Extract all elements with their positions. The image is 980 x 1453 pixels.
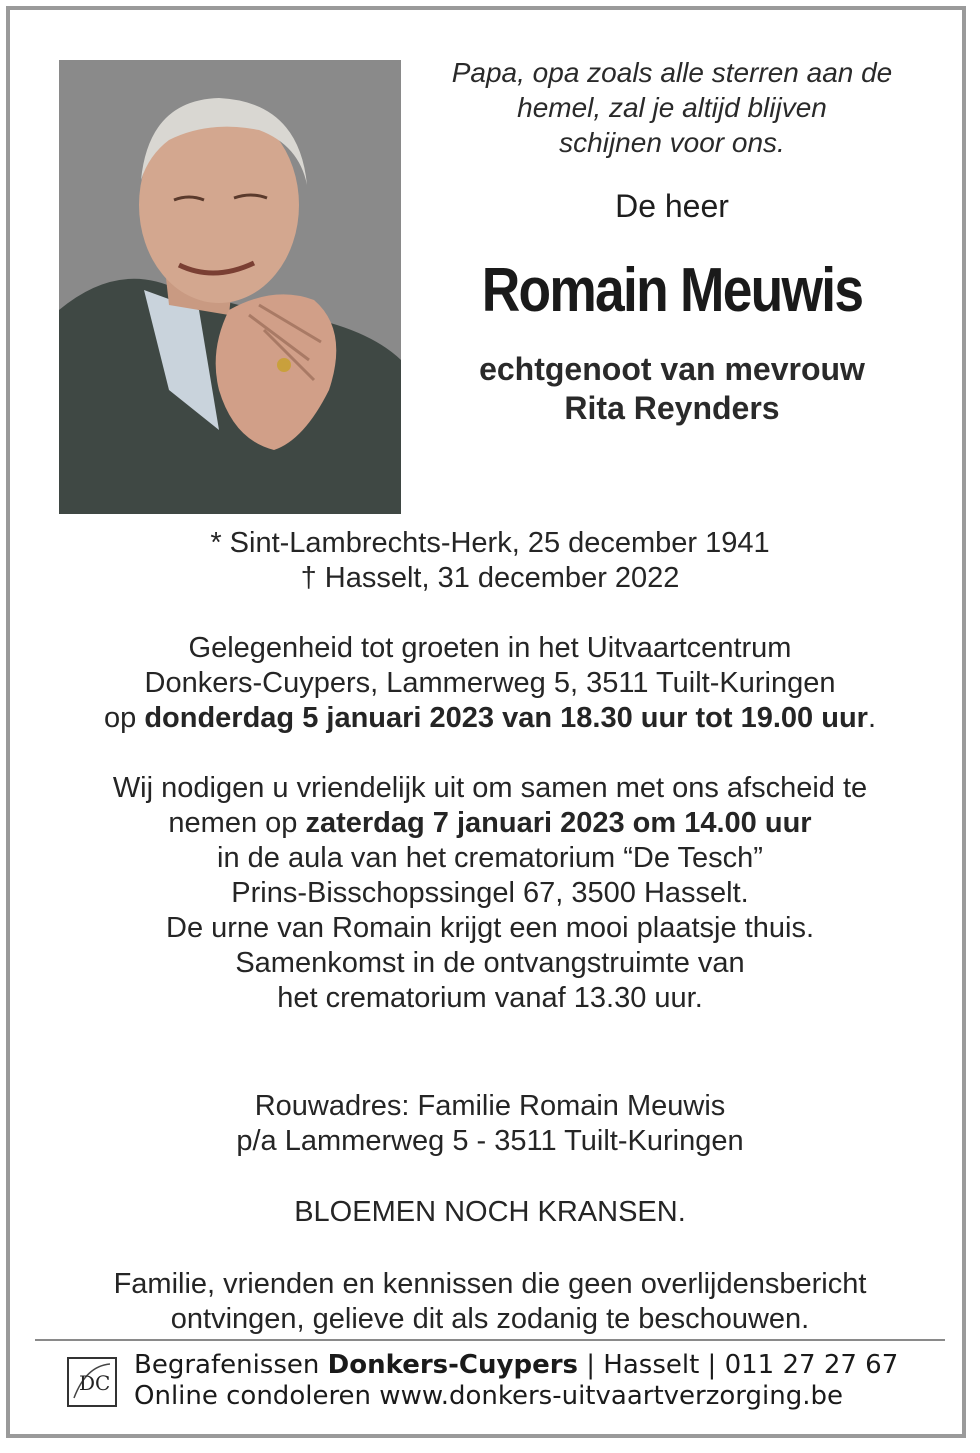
portrait-photo [59,60,401,514]
footer-divider [35,1339,945,1341]
funeral-home-logo [66,1356,118,1408]
visitation-date-line [30,701,950,736]
announcement-body [30,526,950,1337]
text-fragment: . [867,702,877,734]
memorial-quote [412,55,932,160]
visitation-line: Gelegenheid tot groeten in het Uitvaartcentrum [188,632,792,664]
header-block [412,55,932,428]
text-fragment: Begrafenissen [134,1350,328,1380]
quote-line: hemel, zal je altijd blijven [517,92,827,123]
birth-line: * Sint-Lambrechts-Herk, 25 december 1941 [210,527,770,559]
text-fragment: nemen op [168,807,306,839]
spouse-name: Rita Reynders [564,390,780,426]
address-line: Rouwadres: Familie Romain Meuwis [254,1090,726,1122]
flowers-notice: BLOEMEN NOCH KRANSEN. [294,1196,686,1228]
ceremony-line: Samenkomst in de ontvangstruimte van [235,947,745,979]
condolence-link[interactable]: Online condoleren www.donkers-uitvaartverzorging.be [134,1381,843,1411]
quote-line: Papa, opa zoals alle sterren aan de [451,57,893,88]
ceremony-line: in de aula van het crematorium “De Tesch” [217,842,763,874]
company-name: Donkers-Cuypers [327,1350,579,1380]
address-line: p/a Lammerweg 5 - 3511 Tuilt-Kuringen [236,1125,744,1157]
ceremony-line: Prins-Bisschopssingel 67, 3500 Hasselt. [231,877,749,909]
visitation-line: Donkers-Cuypers, Lammerweg 5, 3511 Tuilt-Kuringen [144,667,836,699]
notice-line: Familie, vrienden en kennissen die geen overlijdensbericht [113,1268,867,1300]
spouse-line: echtgenoot van mevrouw [479,351,865,387]
quote-line: schijnen voor ons. [559,127,785,158]
notice-line: ontvingen, gelieve dit als zodanig te beschouwen. [170,1303,810,1335]
spouse-block [412,350,932,428]
ceremony-line: het crematorium vanaf 13.30 uur. [277,982,703,1014]
ceremony-line: Wij nodigen u vriendelijk uit om samen met ons afscheid te [112,772,868,804]
text-fragment: op [103,702,145,734]
death-line: † Hasselt, 31 december 2022 [300,562,680,594]
deceased-name: Romain Meuwis [481,256,863,325]
logo-text: DC [79,1371,111,1395]
company-contact: | Hasselt | 011 27 27 67 [578,1350,899,1380]
ceremony-line: De urne van Romain krijgt een mooi plaatsje thuis. [166,912,814,944]
visitation-date: donderdag 5 januari 2023 van 18.30 uur tot 19.00 uur [144,702,868,734]
footer [134,1350,934,1412]
honorific: De heer [615,188,729,224]
footer-company-line [134,1350,934,1381]
ceremony-date: zaterdag 7 januari 2023 om 14.00 uur [305,807,812,839]
ceremony-date-line [30,806,950,841]
